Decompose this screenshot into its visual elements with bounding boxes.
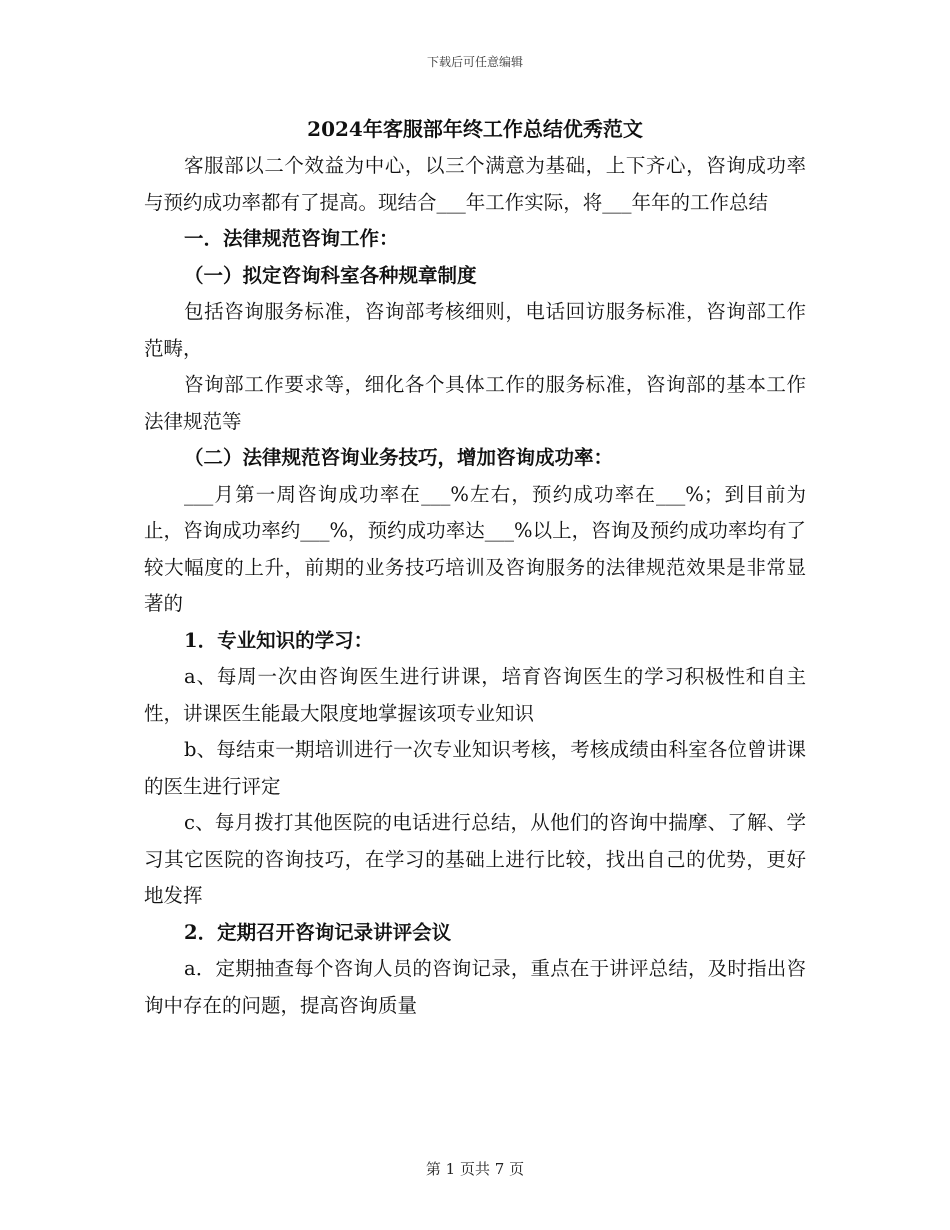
study-paragraph-c: c、每月拨打其他医院的电话进行总结，从他们的咨询中揣摩、了解、学习其它医院的咨询技巧，在学习的基础上进行比较，找出自己的优势，更好地发挥 bbox=[144, 811, 806, 907]
subsection-heading-rules: （一）拟定咨询科室各种规章制度 bbox=[184, 263, 477, 287]
rules-paragraph-2: 咨询部工作要求等，细化各个具体工作的服务标准，咨询部的基本工作法律规范等 bbox=[144, 373, 806, 433]
rules-paragraph-1: 包括咨询服务标准，咨询部考核细则，电话回访服务标准，咨询部工作范畴， bbox=[144, 300, 806, 360]
intro-paragraph: 客服部以二个效益为中心，以三个满意为基础，上下齐心，咨询成功率与预约成功率都有了提高。现结合___年工作实际，将___年年的工作总结 bbox=[144, 154, 806, 214]
page-number: 第 1 页共 7 页 bbox=[425, 1160, 525, 1178]
study-paragraph-a: a、每周一次由咨询医生进行讲课，培育咨询医生的学习积极性和自主性，讲课医生能最大限度地掌握该项专业知识 bbox=[144, 665, 806, 725]
page-header-note: 下载后可任意编辑 bbox=[426, 55, 523, 69]
success-rate-paragraph: ___月第一周咨询成功率在___%左右，预约成功率在___%；到目前为止，咨询成功率约___%，预约成功率达___%以上，咨询及预约成功率均有了较大幅度的上升，前期的业务技巧培训及咨询服务的法律规范效果是非常显著的 bbox=[144, 482, 806, 615]
document-body bbox=[144, 112, 806, 1024]
document-title: 2024年客服部年终工作总结优秀范文 bbox=[307, 117, 643, 141]
subsection-heading-skills: （二）法律规范咨询业务技巧，增加咨询成功率： bbox=[184, 446, 614, 469]
study-paragraph-b: b、每结束一期培训进行一次专业知识考核，考核成绩由科室各位曾讲课的医生进行评定 bbox=[144, 738, 806, 798]
item-heading-professional-study: 1．专业知识的学习： bbox=[184, 628, 374, 652]
item-heading-review-meeting: 2．定期召开咨询记录讲评会议 bbox=[184, 920, 452, 944]
section-heading-legal-consulting: 一．法律规范咨询工作： bbox=[184, 227, 399, 250]
review-paragraph-a: a．定期抽查每个咨询人员的咨询记录，重点在于讲评总结，及时指出咨询中存在的问题，提高咨询质量 bbox=[144, 957, 806, 1017]
